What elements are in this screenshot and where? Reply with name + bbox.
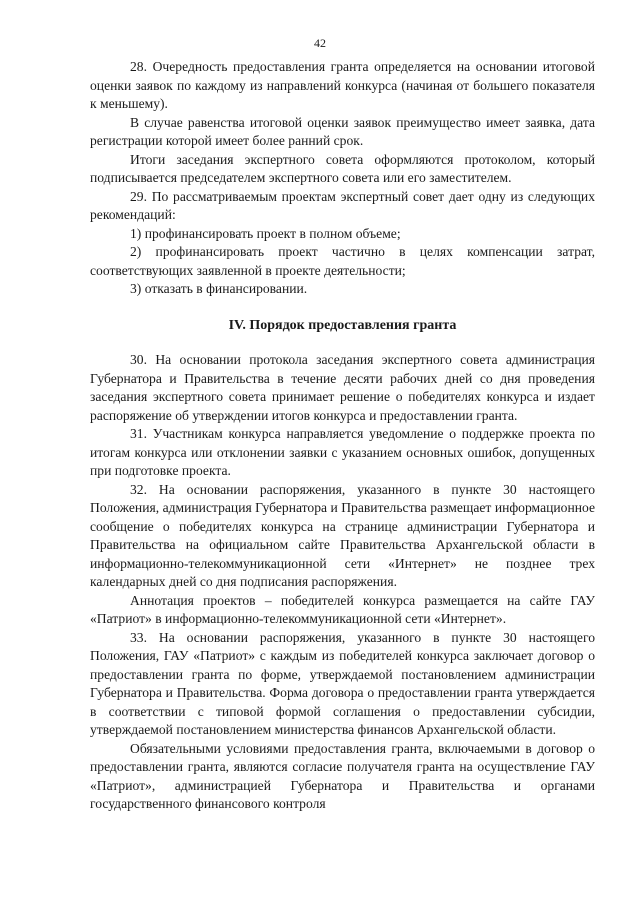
list-item-recommendation-1: 1) профинансировать проект в полном объеме; xyxy=(130,225,401,241)
paragraph-conditions: Обязательными условиями предоставления гранта, включаемыми в договор о предоставлении гранта, являются согласие получателя гранта на осуществление ГАУ «Патриот», администрацией Губернатора и Правительства и органами государственного финансового контроля xyxy=(90,740,595,811)
paragraph-33: 33. На основании распоряжения, указанного в пункте 30 настоящего Положения, ГАУ «Патриот» с каждым из победителей конкурса заключает договор о предоставлении гранта по форме, утверждаемой постановлением администрации Губернатора и Правительства. Форма договора о предоставлении гранта утверждается в соответствии с типовой формой соглашения о предоставлении субсидии, утверждаемой постановлением министерства финансов Архангельской области. xyxy=(90,629,595,737)
paragraph-30: 30. На основании протокола заседания экспертного совета администрация Губернатора и Правительства в течение десяти рабочих дней со дня проведения заседания экспертного совета принимает решение о победителях конкурса и издает распоряжение об утверждении итогов конкурса и предоставлении гранта. xyxy=(90,352,595,423)
paragraph-32: 32. На основании распоряжения, указанного в пункте 30 настоящего Положения, администрация Губернатора и Правительства размещает информационное сообщение о победителях конкурса на странице администрации Губернатора и Правительства на официальном сайте Правительства Архангельской области в информационно-телекоммуникационной сети «Интернет» не позднее трех календарных дней со дня подписания распоряжения. xyxy=(90,481,595,589)
paragraph-31: 31. Участникам конкурса направляется уведомление о поддержке проекта по итогам конкурса или отклонении заявки с указанием основных ошибок, допущенных при подготовке проекта. xyxy=(90,426,595,478)
paragraph-28: 28. Очередность предоставления гранта определяется на основании итоговой оценки заявок по каждому из направлений конкурса (начиная от большего показателя к меньшему). xyxy=(90,59,595,111)
paragraph-annotation: Аннотация проектов – победителей конкурса размещается на сайте ГАУ «Патриот» в информационно-телекоммуникационной сети «Интернет». xyxy=(90,592,595,626)
section-heading: IV. Порядок предоставления гранта xyxy=(228,317,457,333)
paragraph-equal-score: В случае равенства итоговой оценки заявок преимущество имеет заявка, дата регистрации которой имеет более ранний срок. xyxy=(90,114,595,148)
list-item-recommendation-2: 2) профинансировать проект частично в целях компенсации затрат, соответствующих заявленной в проекте деятельности; xyxy=(90,244,595,278)
list-item-recommendation-3: 3) отказать в финансировании. xyxy=(130,281,308,296)
document-body xyxy=(90,58,595,814)
paragraph-protocol: Итоги заседания экспертного совета оформляются протоколом, который подписывается председателем экспертного совета или его заместителем. xyxy=(90,151,595,185)
paragraph-29: 29. По рассматриваемым проектам экспертный совет дает одну из следующих рекомендаций: xyxy=(90,188,595,222)
page-number: 42 xyxy=(314,36,326,50)
